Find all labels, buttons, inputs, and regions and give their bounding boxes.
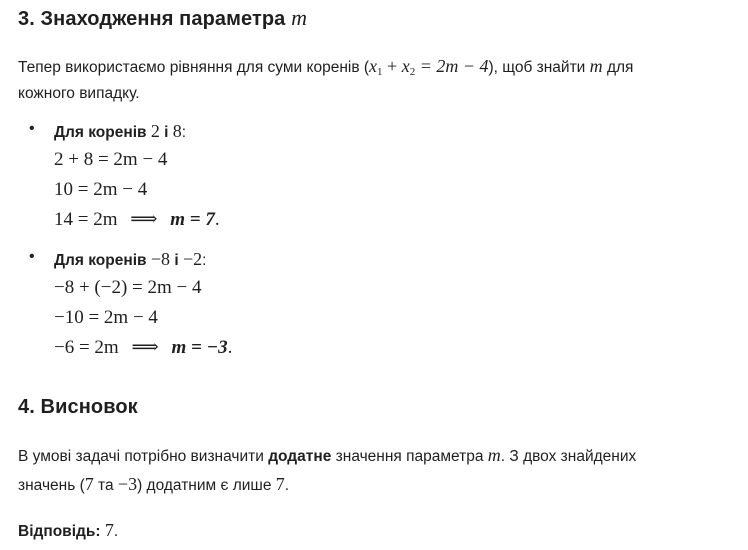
positive-word: додатне xyxy=(268,448,332,465)
and-word: і xyxy=(164,124,169,141)
bullet-icon: • xyxy=(29,120,35,137)
period: . xyxy=(214,209,220,230)
period: . xyxy=(113,523,119,540)
case-1-eq-1: 2 + 8 = 2m − 4 xyxy=(54,149,168,170)
period: . xyxy=(284,477,290,494)
eq-left: 14 = 2m xyxy=(54,209,118,230)
intro-text-1: Тепер використаємо рівняння для суми коренів ( xyxy=(18,59,370,76)
case-2-eq-3 xyxy=(54,336,232,359)
heading-text: 3. Знаходження параметра xyxy=(18,8,286,30)
intro-var-m: m xyxy=(589,56,603,76)
intro-text-2: ), щоб знайти xyxy=(488,59,590,76)
bullet-icon: • xyxy=(29,248,35,265)
conclusion-text-1: В умові задачі потрібно визначити xyxy=(18,448,269,465)
result-m: m = −3 xyxy=(171,337,228,358)
section-3-heading xyxy=(18,5,307,31)
case-1-eq-2: 10 = 2m − 4 xyxy=(54,179,148,200)
result-m: m = 7 xyxy=(170,209,215,230)
period: . xyxy=(227,337,233,358)
value-7: 7 xyxy=(84,474,94,494)
conclusion-line-2 xyxy=(18,474,289,495)
implies-arrow-icon: ⟹ xyxy=(130,209,158,230)
value-7-final: 7 xyxy=(275,474,285,494)
colon: : xyxy=(181,124,187,141)
conclusion-text-5: ) додатним є лише xyxy=(137,477,276,494)
formula-sub2: 2 xyxy=(409,66,416,78)
conclusion-line-1 xyxy=(18,445,636,466)
heading-var-m: m xyxy=(291,5,308,30)
root-2: 8 xyxy=(172,121,182,141)
case-2-eq-2: −10 = 2m − 4 xyxy=(54,307,158,328)
conclusion-text-4: значень ( xyxy=(18,477,85,494)
answer-label: Відповідь: xyxy=(18,523,101,540)
conclusion-text-3: . З двох знайдених xyxy=(500,448,637,465)
case-label-text: Для коренів xyxy=(54,124,147,141)
root-2: −2 xyxy=(182,249,203,269)
and-word: і xyxy=(174,252,179,269)
formula-x2: x xyxy=(401,56,410,76)
intro-line-1 xyxy=(18,56,633,78)
eq-left: −6 = 2m xyxy=(54,337,119,358)
formula-plus: + xyxy=(382,56,402,76)
formula-rest: = 2m − 4 xyxy=(415,56,489,76)
answer-line xyxy=(18,520,118,541)
conclusion-var-m: m xyxy=(487,445,501,465)
formula-x1: x xyxy=(369,56,378,76)
root-1: 2 xyxy=(150,121,160,141)
value-neg-3: −3 xyxy=(117,474,138,494)
case-2-eq-1: −8 + (−2) = 2m − 4 xyxy=(54,277,202,298)
and-word: та xyxy=(93,477,118,494)
colon: : xyxy=(202,252,207,269)
intro-line-2: кожного випадку. xyxy=(18,85,140,102)
formula-sub1: 1 xyxy=(377,66,383,78)
root-1: −8 xyxy=(150,249,171,269)
case-2-label xyxy=(54,249,206,270)
case-1-eq-3 xyxy=(54,208,220,231)
conclusion-text-2: значення параметра xyxy=(331,448,488,465)
case-label-text: Для коренів xyxy=(54,252,147,269)
intro-text-3: для xyxy=(602,59,634,76)
section-4-heading: 4. Висновок xyxy=(18,396,138,418)
answer-value: 7 xyxy=(104,520,114,540)
case-1-label xyxy=(54,121,186,142)
implies-arrow-icon: ⟹ xyxy=(131,337,159,358)
